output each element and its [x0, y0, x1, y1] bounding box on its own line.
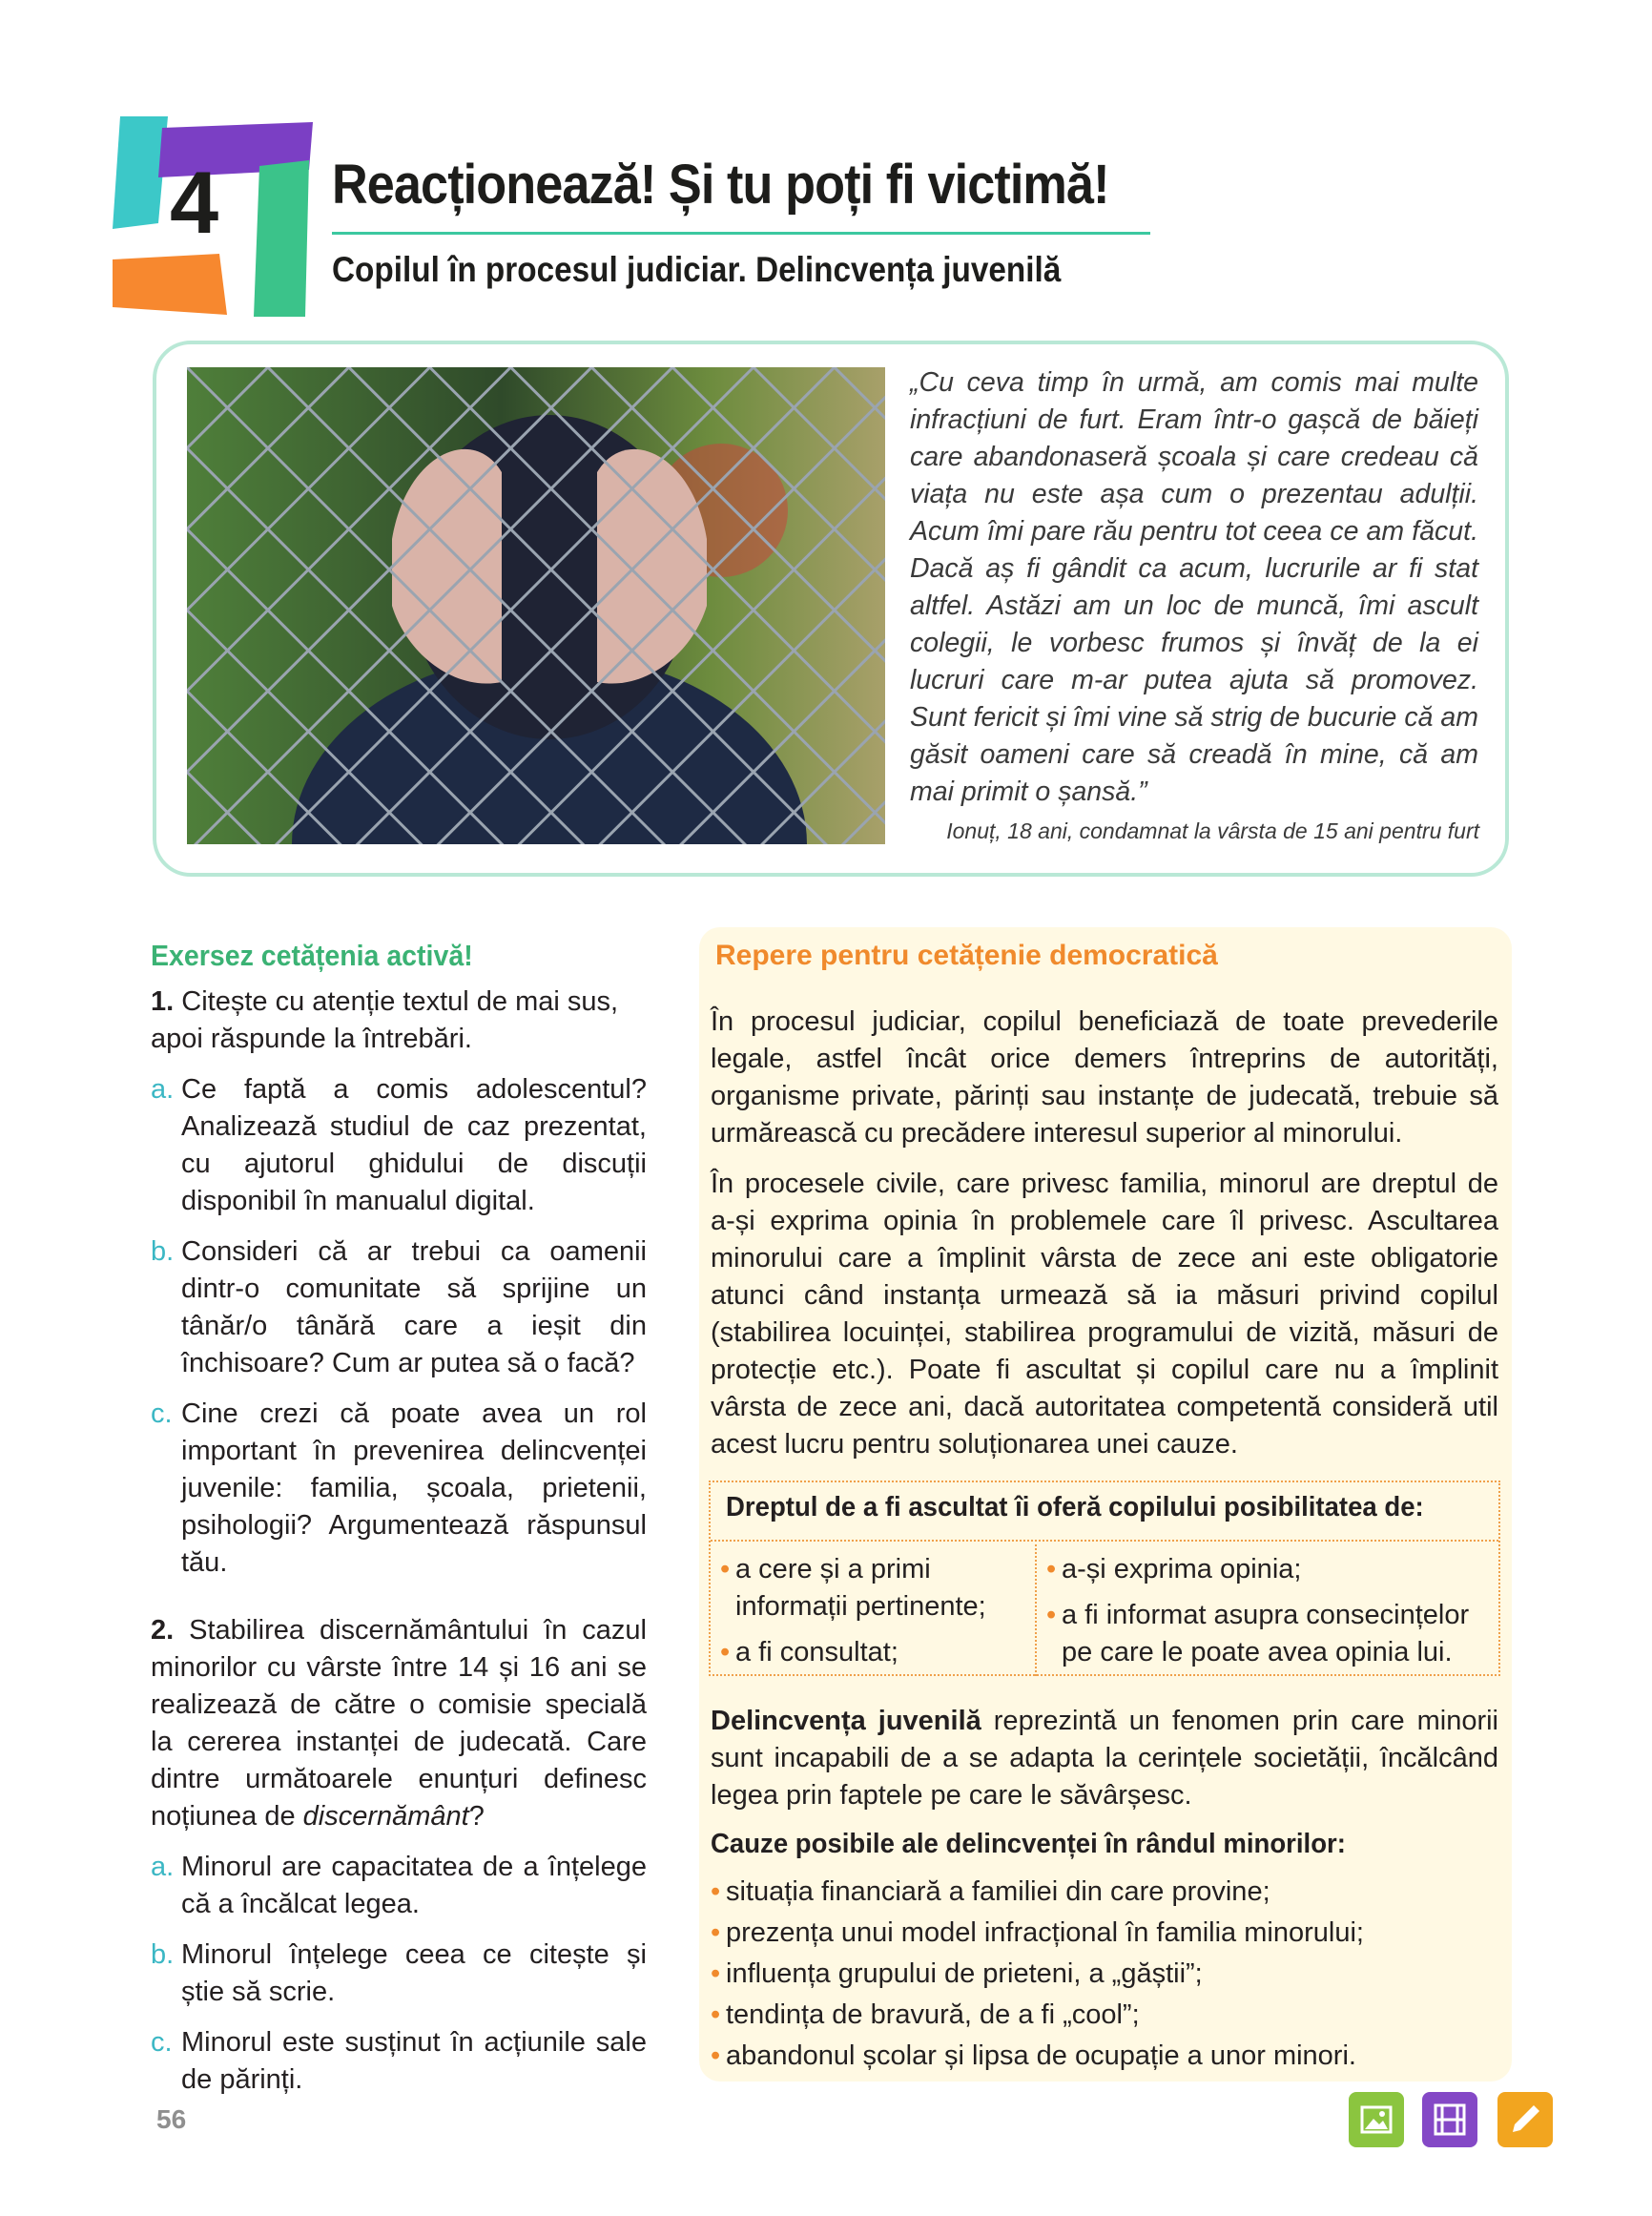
page-subtitle: Copilul în procesul judiciar. Delincvența juvenilă: [332, 250, 1062, 289]
bullet-icon: •: [711, 2040, 721, 2071]
q2-option-b: [151, 1936, 647, 2011]
definition-text: reprezintă un fenomen prin care minorii sunt incapabili de a se adapta la cerințele societății, încălcând legea prin faptele pe care le săvârșesc.: [711, 1706, 1499, 1811]
list-item-text: a-și exprima opinia;: [1062, 1554, 1302, 1584]
bullet-icon: •: [711, 1876, 721, 1907]
list-item: [720, 1551, 1025, 1626]
causes-heading: Cauze posibile ale delincvenței în rândul minorilor:: [711, 1829, 1346, 1859]
list-item: [711, 1995, 1512, 2036]
bullet-icon: •: [720, 1554, 731, 1584]
question-2-number: 2.: [151, 1615, 175, 1646]
repere-paragraph-1: În procesul judiciar, copilul beneficiază de toate prevederile legale, astfel încât orice demers întreprins de autorități, organisme private, părinți sau instanțe de judecată, trebuie să urmărească cu precădere interesul superior al minorului.: [711, 1006, 1498, 1149]
option-text: Cine crezi că poate avea un rol important în prevenirea delincvenței juvenile: familia, școala, prietenii, psihologii? Argumentează răspunsul tău.: [181, 1398, 647, 1578]
rights-right-list: [1046, 1551, 1495, 1680]
list-item: [720, 1634, 1025, 1671]
list-item: [711, 1913, 1512, 1954]
bullet-icon: •: [711, 1958, 721, 1989]
repere-paragraph-2: În procesele civile, care privesc familia, minorul are dreptul de a-și exprima opinia în problemele care îl privesc. Ascultarea minorului care a împlinit vârsta de zece ani este obligatorie atunci când instanța urmează să ia măsuri privind copilul (stabilirea locuinței, stabilirea programului de vizită, măsuri de protecție etc.). Poate fi ascultat și copilul care nu a împlinit vârsta de zece ani, dacă autoritatea competentă consideră util acest lucru pentru soluționarea unei cauze.: [711, 1169, 1498, 1460]
question-2-term: discernământ: [302, 1801, 469, 1832]
list-item-text: a cere și a primi informații pertinente;: [735, 1554, 986, 1622]
option-text: Minorul înțelege ceea ce citește și știe să scrie.: [181, 1939, 647, 2007]
exercise-heading: Exersez cetățenia activă!: [151, 939, 473, 972]
q2-option-a: [151, 1849, 647, 1923]
case-study-quote: „Cu ceva timp în urmă, am comis mai multe infracțiuni de furt. Eram într-o gașcă de băieți care abandonaseră școala și care credeau că viața nu este așa cum o prezentau adulții. Acum îmi pare rău pentru tot ceea ce am făcut. Dacă aș fi gândit ca acum, lucrurile ar fi stat altfel. Astăzi am un loc de muncă, îmi ascult colegii, le vorbesc frumos și învăț de la ei lucruri care m-ar putea ajuta să promovez. Sunt fericit și îmi vine să strig de bucurie că am găsit oameni care să creadă în mine, că am mai primit o șansă.”: [910, 367, 1478, 807]
repere-text: [711, 1004, 1498, 1477]
option-letter: a.: [151, 1074, 175, 1105]
causes-list: [711, 1872, 1512, 2077]
option-text: Minorul este susținut în acțiunile sale de părinți.: [181, 2027, 647, 2095]
option-text: Minorul are capacitatea de a înțelege că a încălcat legea.: [181, 1852, 647, 1919]
list-item: [1046, 1597, 1495, 1671]
case-study-photo: [187, 367, 885, 844]
question-1-text: Citește cu atenție textul de mai sus, apoi răspunde la întrebări.: [151, 986, 619, 1054]
lesson-number: 4: [170, 155, 219, 252]
bullet-icon: •: [1046, 1554, 1057, 1584]
option-letter: a.: [151, 1852, 175, 1882]
list-item-text: influența grupului de prieteni, a „găștii”;: [726, 1958, 1203, 1989]
pencil-icon[interactable]: [1497, 2092, 1553, 2147]
option-letter: b.: [151, 1939, 175, 1970]
option-text: Ce faptă a comis adolescentul? Analizează studiul de caz prezentat, cu ajutorul ghidului de discuții disponibil în manualul digital.: [181, 1074, 647, 1216]
question-2-end: ?: [468, 1801, 485, 1832]
question-2-text: Stabilirea discernământului în cazul minorilor cu vârste între 14 și 16 ani se realizează de către o comisie specială la cererea instanței de judecată. Care dintre următoarele enunțuri definesc noțiunea de: [151, 1615, 647, 1832]
bullet-icon: •: [1046, 1600, 1057, 1630]
list-item-text: situația financiară a familiei din care provine;: [726, 1876, 1270, 1907]
q1-option-c: [151, 1396, 647, 1582]
list-item-text: abandonul școlar și lipsa de ocupație a unor minori.: [726, 2040, 1356, 2071]
rights-left-list: [720, 1551, 1025, 1680]
list-item: [1046, 1551, 1495, 1588]
q1-option-a: [151, 1071, 647, 1220]
quote-author: Ionuț, 18 ani, condamnat la vârsta de 15 ani pentru furt: [946, 818, 1479, 843]
question-2: [151, 1612, 647, 1835]
list-item-text: a fi informat asupra consecințelor pe care le poate avea opinia lui.: [1062, 1600, 1470, 1667]
page-number: 56: [156, 2104, 187, 2134]
list-item: [711, 2036, 1512, 2077]
exercise-section: [151, 937, 647, 2112]
option-letter: c.: [151, 2027, 173, 2058]
question-1-number: 1.: [151, 986, 175, 1017]
option-letter: b.: [151, 1236, 175, 1267]
rights-box-heading: Dreptul de a fi ascultat îi oferă copilului posibilitatea de:: [726, 1492, 1424, 1522]
q1-option-b: [151, 1233, 647, 1382]
image-icon[interactable]: [1349, 2092, 1404, 2147]
question-1: [151, 984, 647, 1058]
option-text: Consideri că ar trebui ca oamenii dintr-o comunitate să sprijine un tânăr/o tânără care a ieșit din închisoare? Cum ar putea să o facă?: [181, 1236, 647, 1378]
page-title: Reacționează! Și tu poți fi victimă!: [332, 154, 1109, 216]
list-item-text: prezența unui model infracțional în familia minorului;: [726, 1917, 1364, 1948]
option-letter: c.: [151, 1398, 173, 1429]
definition-term: Delincvența juvenilă: [711, 1706, 981, 1736]
bullet-icon: •: [711, 1917, 721, 1948]
list-item: [711, 1954, 1512, 1995]
lesson-badge: [113, 116, 313, 317]
q2-option-c: [151, 2024, 647, 2099]
bullet-icon: •: [720, 1637, 731, 1667]
list-item-text: tendința de bravură, de a fi „cool”;: [726, 1999, 1140, 2030]
list-item: [711, 1872, 1512, 1913]
bullet-icon: •: [711, 1999, 721, 2030]
title-underline: [332, 232, 1150, 235]
delinquency-definition: [711, 1703, 1498, 1814]
repere-heading: Repere pentru cetățenie democratică: [715, 940, 1218, 971]
film-icon[interactable]: [1422, 2092, 1477, 2147]
photo-illustration: [187, 367, 885, 844]
rights-box: [709, 1481, 1500, 1676]
list-item-text: a fi consultat;: [735, 1637, 898, 1667]
